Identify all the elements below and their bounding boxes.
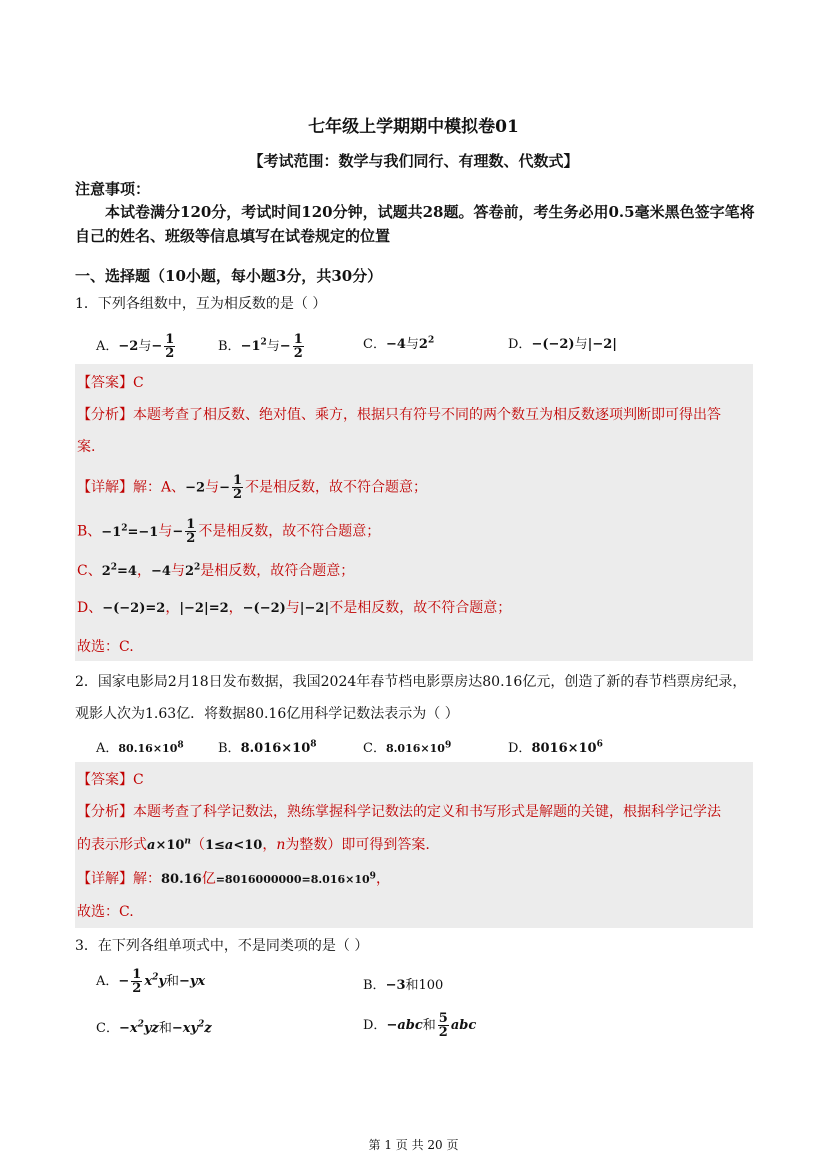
- question-1-detail-d: D、−(−2)=2，|−2|=2，−(−2)与|−2|不是相反数，故不符合题意；: [77, 600, 512, 616]
- question-1-option-a: A．−2与− $\frac{1}{2}$: [96, 332, 175, 361]
- exam-scope: 【考试范围：数学与我们同行、有理数、代数式】: [248, 152, 579, 170]
- question-2-analysis-line2: 的表示形式$a\times 10^n(1\le a<10$，n为整数）即可得到答案.: [77, 836, 430, 853]
- question-2-analysis-line1: 【分析】本题考查了科学记数法，熟练掌握科学记数法的定义和书写形式是解题的关键，根据科学记学法: [77, 804, 721, 820]
- question-1-option-b: B．$-1^2$与− $\frac{1}{2}$: [218, 332, 303, 361]
- question-2-option-d: D．$8016\times 10^6$: [508, 739, 603, 756]
- section-heading: 一、选择题（10小题，每小题3分，共30分）: [75, 267, 383, 285]
- question-2-stem-line1: 2．国家电影局2月18日发布数据，我国2024年春节档电影票房达80.16亿元，创造了新的春节档票房纪录，: [75, 674, 747, 690]
- question-2-stem-line2: 观影人次为1.63亿．将数据80.16亿用科学记数法表示为（ ）: [75, 706, 459, 722]
- question-1-detail-c: C、$2^2=4$，−4与$2^2$是相反数，故符合题意；: [77, 562, 355, 579]
- question-1-answer: 【答案】C: [77, 375, 144, 391]
- question-3-option-c: C．$-x^2yz$和$-xy^2z$: [96, 1019, 212, 1036]
- question-3-stem: 3．在下列各组单项式中，不是同类项的是（ ）: [75, 938, 369, 954]
- question-1-stem: 1．下列各组数中，互为相反数的是（ ）: [75, 296, 327, 312]
- question-1-analysis-line2: 案.: [77, 439, 96, 455]
- question-2-detail: 【详解】解：80.16亿$=8016000000=8.016\times 10^9$，: [77, 871, 390, 887]
- page-footer: 第 1 页 共 20 页: [368, 1138, 459, 1152]
- question-2-option-a: A．$80.16\times 10^8$: [96, 740, 184, 756]
- question-2-option-c: C．$8.016\times 10^9$: [363, 740, 452, 756]
- question-3-option-d: D．−abc和 $\frac{5}{2}$ abc: [363, 1011, 477, 1040]
- question-1-detail-a: 【详解】解：A、−2与− $\frac{1}{2}$ 不是相反数，故不符合题意；: [77, 473, 428, 502]
- notice-heading: 注意事项：: [75, 180, 151, 198]
- question-2-choice: 故选：C.: [77, 904, 134, 920]
- question-1-analysis-line1: 【分析】本题考查了相反数、绝对值、乘方，根据只有符号不同的两个数互为相反数逐项判断即可得出答: [77, 407, 721, 423]
- question-1-option-d: D．−(−2)与|−2|: [508, 337, 617, 352]
- question-2-option-b: B．$8.016\times 10^8$: [218, 739, 317, 756]
- question-3-option-b: B．−3和100: [363, 978, 444, 993]
- question-1-detail-b: B、$-1^2=-1$与− $\frac{1}{2}$ 不是相反数，故不符合题意；: [77, 517, 381, 546]
- question-3-option-a: A．− $\frac{1}{2}$ $x^2y$和−yx: [96, 967, 206, 996]
- question-1-choice: 故选：C.: [77, 639, 134, 655]
- question-1-option-c: C．−4与$2^2$: [363, 335, 435, 352]
- question-2-answer: 【答案】C: [77, 772, 144, 788]
- document-title: 七年级上学期期中模拟卷01: [308, 117, 519, 137]
- notice-body: 本试卷满分120分，考试时间120分钟，试题共28题。答卷前，考生务必用0.5毫米黑色签字笔将自己的姓名、班级等信息填写在试卷规定的位置: [75, 203, 755, 245]
